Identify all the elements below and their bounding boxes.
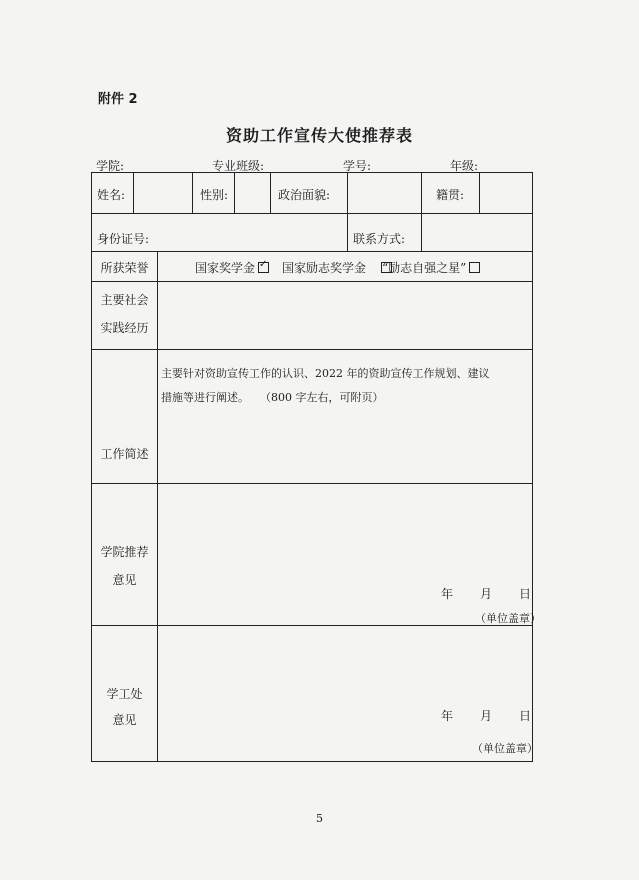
form-title: 资助工作宣传大使推荐表 xyxy=(225,126,413,145)
unit-seal-label: （单位盖章） xyxy=(475,612,541,625)
college-recommendation-label-line2: 意见 xyxy=(112,573,137,587)
row-divider xyxy=(92,483,532,484)
political-status-label: 政治面貌: xyxy=(278,188,331,202)
contact-label: 联系方式: xyxy=(353,232,406,246)
checkbox-checked-icon[interactable] xyxy=(258,262,269,273)
honor-option-label: “励志自强之星” xyxy=(382,261,467,275)
college-recommendation-label-line1: 学院推荐 xyxy=(100,545,149,559)
column-divider xyxy=(347,173,348,213)
column-divider xyxy=(133,173,134,213)
honor-option-national-scholarship[interactable] xyxy=(195,259,269,276)
native-place-label: 籍贯: xyxy=(436,188,465,202)
unit-seal-label: （单位盖章） xyxy=(472,742,538,755)
page-number: 5 xyxy=(316,812,323,825)
work-summary-label: 工作简述 xyxy=(100,447,149,461)
column-divider xyxy=(421,173,422,213)
honor-option-self-improvement-star[interactable] xyxy=(382,259,480,276)
row-divider xyxy=(92,251,532,252)
work-summary-instructions xyxy=(161,362,501,410)
column-divider xyxy=(421,213,422,251)
date-day-label: 日 xyxy=(519,587,532,601)
column-divider xyxy=(270,173,271,213)
id-number-label: 身份证号: xyxy=(97,232,150,246)
social-practice-label-line2: 实践经历 xyxy=(100,321,149,335)
work-summary-instructions-line1: 主要针对资助宣传工作的认识、2022 年的资助宣传工作规划、建议 xyxy=(161,367,490,380)
name-label: 姓名: xyxy=(97,188,126,202)
recommendation-form-table xyxy=(91,172,541,762)
major-class-field-label: 专业班级: xyxy=(212,159,265,173)
date-day-label: 日 xyxy=(519,709,532,723)
column-divider xyxy=(192,173,193,213)
column-divider xyxy=(479,173,480,213)
date-month-label: 月 xyxy=(480,709,493,723)
social-practice-label-line1: 主要社会 xyxy=(100,293,149,307)
honor-option-label: 国家励志奖学金 xyxy=(282,261,367,275)
honors-label: 所获荣誉 xyxy=(100,261,149,275)
date-year-label: 年 xyxy=(441,587,454,601)
date-year-label: 年 xyxy=(441,709,454,723)
gender-label: 性别: xyxy=(200,188,229,202)
attachment-label: 附件 2 xyxy=(98,92,138,107)
column-divider xyxy=(157,251,158,761)
college-field-label: 学院: xyxy=(96,159,125,173)
student-affairs-office-label-line1: 学工处 xyxy=(106,687,143,701)
row-divider xyxy=(92,213,532,214)
student-id-field-label: 学号: xyxy=(343,159,372,173)
honor-option-national-encouragement-scholarship[interactable] xyxy=(282,259,392,276)
date-month-label: 月 xyxy=(480,587,493,601)
work-summary-instructions-line2: 措施等进行阐述。 （800 字左右，可附页） xyxy=(161,391,384,404)
honor-option-label: 国家奖学金 xyxy=(195,261,256,275)
row-divider xyxy=(92,349,532,350)
row-divider xyxy=(92,281,532,282)
checkbox-empty-icon[interactable] xyxy=(469,262,480,273)
grade-field-label: 年级: xyxy=(450,159,479,173)
row-divider xyxy=(92,625,532,626)
column-divider xyxy=(234,173,235,213)
student-affairs-office-label-line2: 意见 xyxy=(112,713,137,727)
column-divider xyxy=(347,213,348,251)
